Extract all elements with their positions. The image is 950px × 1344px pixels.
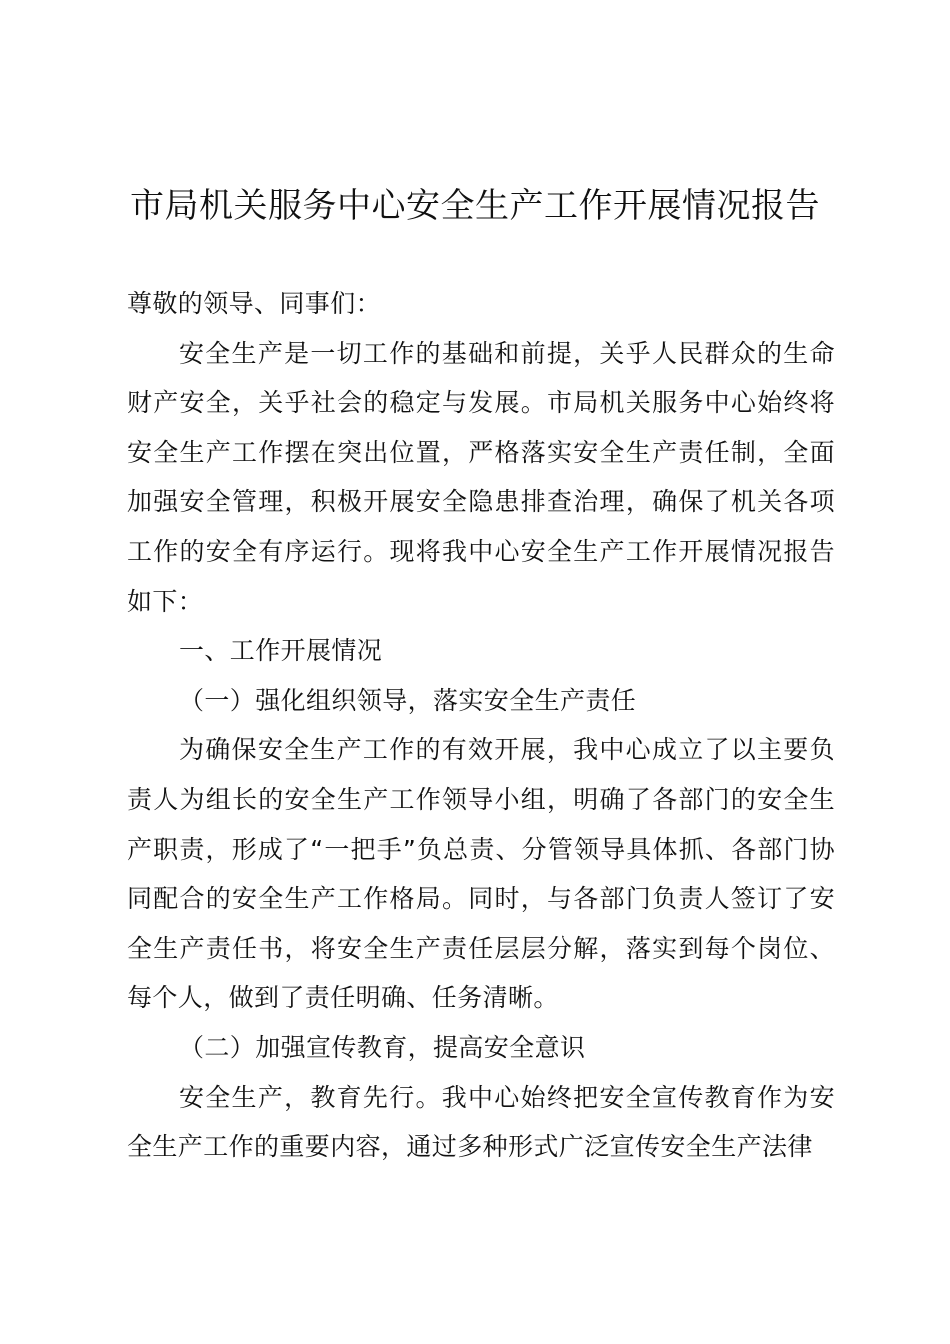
- subsection-paragraph-1: 为确保安全生产工作的有效开展，我中心成立了以主要负责人为组长的安全生产工作领导小组，明确了各部门的安全生产职责，形成了“一把手”负总责、分管领导具体抓、各部门协同配合的安全生产工作格局。同时，与各部门负责人签订了安全生产责任书，将安全生产责任层层分解，落实到每个岗位、每个人，做到了责任明确、任务清晰。: [127, 735, 835, 1013]
- subsection-heading-2: （二）加强宣传教育，提高安全意识: [179, 1032, 586, 1062]
- document-body: [127, 279, 835, 1172]
- section-heading-1: 一、工作开展情况: [179, 636, 383, 666]
- subsection-paragraph-2: 安全生产，教育先行。我中心始终把安全宣传教育作为安全生产工作的重要内容，通过多种形式广泛宣传安全生产法律: [127, 1082, 835, 1162]
- intro-paragraph: 安全生产是一切工作的基础和前提，关乎人民群众的生命财产安全，关乎社会的稳定与发展。市局机关服务中心始终将安全生产工作摆在突出位置，严格落实安全生产责任制，全面加强安全管理，积极开展安全隐患排查治理，确保了机关各项工作的安全有序运行。现将我中心安全生产工作开展情况报告如下：: [127, 338, 835, 616]
- document-title: 市局机关服务中心安全生产工作开展情况报告: [130, 186, 820, 226]
- subsection-heading-1: （一）强化组织领导，落实安全生产责任: [179, 685, 637, 715]
- salutation: 尊敬的领导、同事们：: [127, 289, 382, 318]
